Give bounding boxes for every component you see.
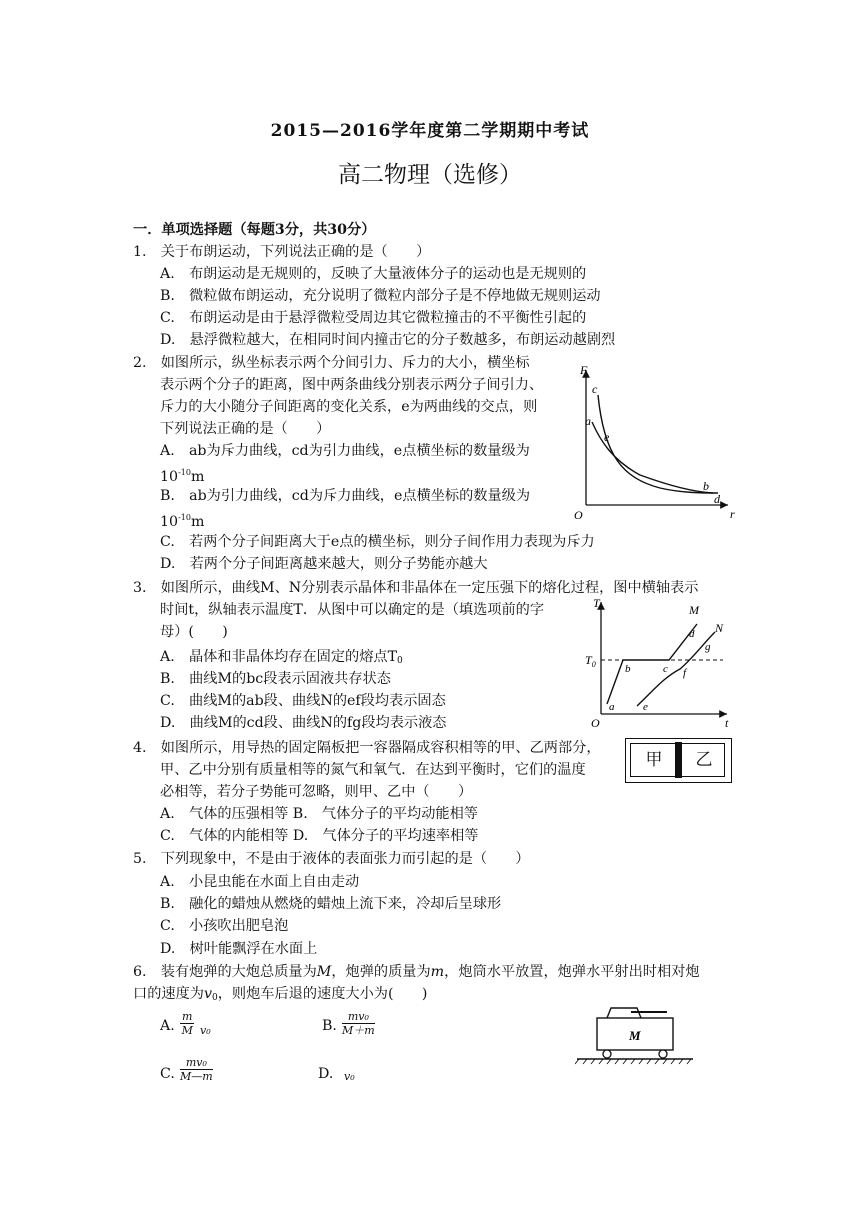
fig3-origin: O (591, 716, 600, 730)
q2-stem-4: 下列说法正确的是（ ） (160, 421, 331, 437)
force-distance-figure (570, 360, 740, 525)
fig2-label-c: c (592, 382, 598, 396)
exam-subject: 高二物理（选修） (338, 162, 522, 188)
q6-stem-1: 6. 装有炮弹的大炮总质量为M，炮弹的质量为m，炮筒水平放置，炮弹水平射出时相对炮 (133, 964, 700, 980)
q1-option-a: A. 布朗运动是无规则的，反映了大量液体分子的运动也是无规则的 (160, 266, 587, 282)
q5-option-b: B. 融化的蜡烛从燃烧的蜡烛上流下来，冷却后呈球形 (160, 896, 502, 912)
fig3-axis-time: t (725, 716, 729, 730)
q5-stem: 5. 下列现象中，不是由于液体的表面张力而引起的是（ ） (133, 851, 530, 867)
q3-stem-1: 3. 如图所示，曲线M、N分别表示晶体和非晶体在一定压强下的熔化过程，图中横轴表示 (133, 580, 699, 596)
q4-stem-2: 甲、乙中分别有质量相等的氮气和氧气．在达到平衡时，它们的温度 (160, 762, 586, 778)
fig2-axis-f: F (580, 363, 588, 377)
q6-option-d-value: v₀ (344, 1070, 355, 1083)
q2-stem-1: 2. 如图所示，纵坐标表示两个分间引力、斥力的大小，横坐标 (133, 355, 530, 371)
cannon-cart-figure (575, 996, 695, 1068)
q6-option-b-label: B. (322, 1018, 337, 1034)
fig3-axis-t: T (593, 596, 600, 610)
fig3-label-g: g (705, 641, 711, 653)
q4-options-ab: A. 气体的压强相等 B. 气体分子的平均动能相等 (160, 806, 478, 822)
q3-stem-2: 时间t，纵轴表示温度T．从图中可以确定的是（填选项前的字 (160, 602, 545, 618)
q6-option-d-label: D. (318, 1066, 334, 1082)
q2-option-b: B. ab为引力曲线，cd为斥力曲线，e点横坐标的数量级为 (160, 488, 531, 504)
fig2-origin: O (574, 508, 583, 522)
q4-stem-1: 4. 如图所示，用导热的固定隔板把一容器隔成容积相等的甲、乙两部分， (133, 740, 601, 756)
q1-option-c: C. 布朗运动是由于悬浮微粒受周边其它微粒撞击的不平衡性引起的 (160, 310, 587, 326)
q4-stem-3: 必相等，若分子势能可忽略，则甲、乙中（ ） (160, 784, 473, 800)
fig2-axis-r: r (730, 507, 735, 521)
fig3-t0: $T_0$ (585, 653, 596, 669)
q5-option-d: D. 树叶能飘浮在水面上 (160, 941, 318, 957)
q2-stem-3: 斥力的大小随分子间距离的变化关系，e为两曲线的交点，则 (160, 399, 538, 415)
section-heading: 一．单项选择题（每题3分，共30分） (133, 222, 376, 238)
fig3-label-m: M (689, 603, 699, 617)
q2-option-b-order: $10^{-10}m$ (160, 513, 205, 530)
fig2-label-e: e (604, 430, 610, 444)
q6-option-a-fraction: $\frac{m}{M}$ (181, 1010, 193, 1037)
fig3-label-c: c (663, 663, 668, 675)
q2-stem-2: 表示两个分子的距离，图中两条曲线分别表示两分子间引力、 (160, 377, 544, 393)
q6-option-c-label: C. (160, 1066, 175, 1082)
q3-option-d: D. 曲线M的cd段、曲线N的fg段均表示液态 (160, 715, 447, 731)
q5-option-c: C. 小孩吹出肥皂泡 (160, 918, 289, 934)
q3-option-c: C. 曲线M的ab段、曲线N的ef段均表示固态 (160, 693, 446, 709)
fig3-label-f: f (683, 667, 687, 679)
fig3-label-d: d (689, 628, 695, 640)
q6-option-a-label: A. (160, 1018, 175, 1034)
q2-option-a: A. ab为斥力曲线，cd为引力曲线，e点横坐标的数量级为 (160, 443, 530, 459)
container-figure (625, 738, 732, 783)
melting-curve-figure (585, 596, 735, 731)
fig3-label-n: N (715, 621, 724, 635)
cart-mass-label: M (629, 1028, 641, 1043)
partition (675, 742, 682, 778)
q1-option-b: B. 微粒做布朗运动，充分说明了微粒内部分子是不停地做无规则运动 (160, 288, 601, 304)
fig2-label-b: b (703, 479, 709, 493)
q3-option-b: B. 曲线M的bc段表示固液共存状态 (160, 671, 391, 687)
q6-option-a-velocity: v₀ (200, 1024, 211, 1037)
fig3-label-a: a (609, 701, 615, 713)
q2-option-a-order: $10^{-10}m$ (160, 468, 205, 485)
chamber-right-label: 乙 (695, 750, 713, 770)
q1-stem: 1. 关于布朗运动，下列说法正确的是（ ） (133, 244, 431, 260)
q6-option-c-fraction: $\frac{\text{mv₀}}{M—m}$ (180, 1056, 213, 1083)
q4-options-cd: C. 气体的内能相等 D. 气体分子的平均速率相等 (160, 828, 479, 844)
fig3-label-e: e (643, 701, 648, 713)
q5-option-a: A. 小昆虫能在水面上自由走动 (160, 874, 360, 890)
q3-stem-3: 母）( ) (160, 624, 228, 640)
q6-stem-2: 口的速度为$v_0$，则炮车后退的速度大小为( ) (133, 986, 428, 1003)
fig3-label-b: b (625, 663, 631, 675)
q3-option-a: A. 晶体和非晶体均存在固定的熔点$T_0$ (160, 649, 403, 666)
q1-option-d: D. 悬浮微粒越大，在相同时间内撞击它的分子数越多，布朗运动越剧烈 (160, 332, 616, 348)
exam-title: 2015—2016学年度第二学期期中考试 (270, 121, 590, 141)
chamber-left-label: 甲 (645, 750, 663, 770)
q6-option-b-fraction: $\frac{\text{mv₀}}{M+m}$ (342, 1010, 375, 1037)
fig2-label-a: a (585, 414, 591, 428)
q2-option-c: C. 若两个分子间距离大于e点的横坐标，则分子间作用力表现为斥力 (160, 534, 595, 550)
fig2-label-d: d (714, 492, 720, 506)
q2-option-d: D. 若两个分子间距离越来越大，则分子势能亦越大 (160, 556, 488, 572)
